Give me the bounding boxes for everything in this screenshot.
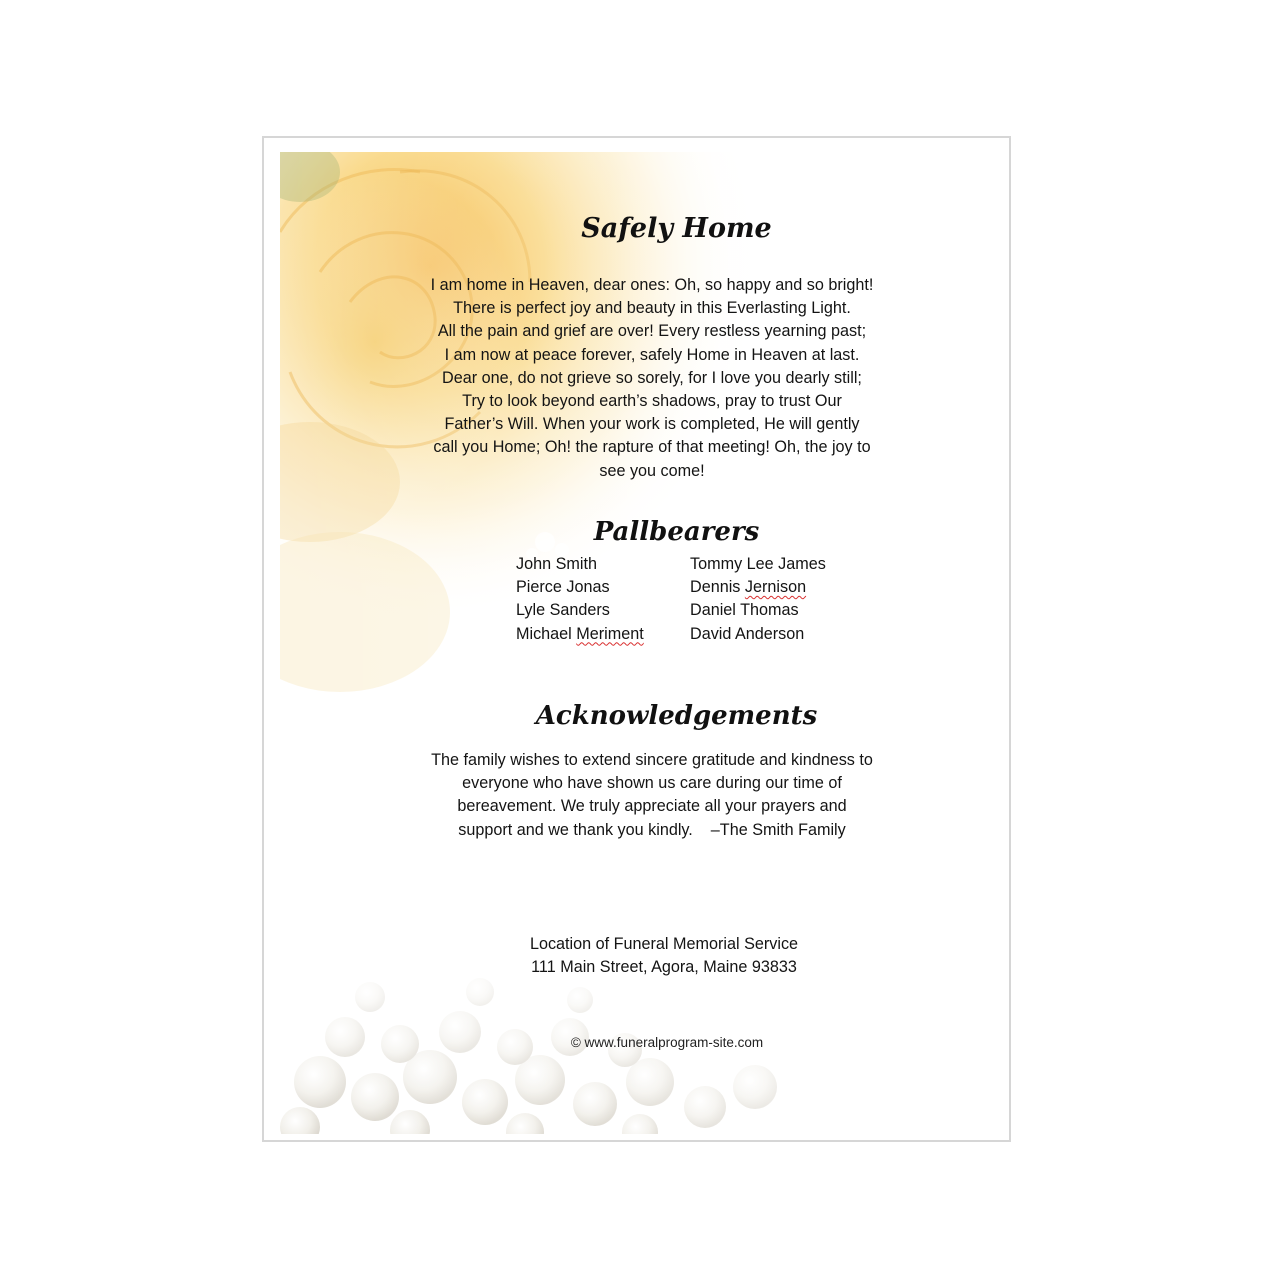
pallbearer-name: Daniel Thomas	[690, 601, 799, 620]
pallbearers-right-column	[690, 553, 826, 646]
program-content	[262, 136, 1011, 1142]
pallbearer-name: John Smith	[516, 555, 597, 573]
acknowledgement-line: everyone who have shown us care during our time of	[462, 774, 842, 793]
spellcheck-underline: Meriment	[576, 624, 644, 643]
acknowledgement-line: support and we thank you kindly. –The Smith Family	[458, 820, 846, 839]
pallbearer-name: Dennis Jernison	[690, 578, 807, 597]
copyright-notice: © www.funeralprogram-site.com	[570, 1035, 764, 1050]
poem-line: All the pain and grief are over! Every restless yearning past;	[437, 322, 867, 341]
poem-line: Father’s Will. When your work is completed, He will gently	[444, 415, 860, 434]
location-label: Location of Funeral Memorial Service	[529, 935, 799, 953]
pallbearers-left-column	[516, 553, 644, 646]
poem-line: call you Home; Oh! the rapture of that meeting! Oh, the joy to	[433, 438, 871, 457]
service-location	[392, 933, 936, 979]
acknowledgements-body	[392, 749, 912, 842]
pallbearer-name: Tommy Lee James	[690, 555, 826, 573]
poem-title: Safely Home	[581, 213, 772, 244]
poem-line: Dear one, do not grieve so sorely, for I love you dearly still;	[442, 368, 862, 387]
poem-line: Try to look beyond earth’s shadows, pray to trust Our	[462, 392, 842, 411]
poem-line: I am now at peace forever, safely Home in Heaven at last.	[444, 345, 860, 364]
acknowledgements-title: Acknowledgements	[535, 701, 818, 731]
poem-line: see you come!	[599, 461, 705, 480]
pallbearers-title: Pallbearers	[593, 517, 760, 547]
pallbearer-name: Lyle Sanders	[516, 601, 610, 620]
spellcheck-underline: Jernison	[744, 578, 807, 597]
acknowledgement-line: The family wishes to extend sincere gratitude and kindness to	[431, 751, 873, 769]
pallbearer-name: David Anderson	[690, 624, 805, 643]
pallbearer-name: Michael Meriment	[516, 624, 644, 643]
poem-line: There is perfect joy and beauty in this Everlasting Light.	[453, 299, 851, 318]
location-address: 111 Main Street, Agora, Maine 93833	[531, 958, 797, 977]
pallbearer-name: Pierce Jonas	[516, 578, 610, 597]
acknowledgement-line: bereavement. We truly appreciate all your prayers and	[457, 797, 847, 816]
poem-body	[392, 274, 912, 483]
poem-line: I am home in Heaven, dear ones: Oh, so happy and so bright!	[430, 276, 874, 294]
